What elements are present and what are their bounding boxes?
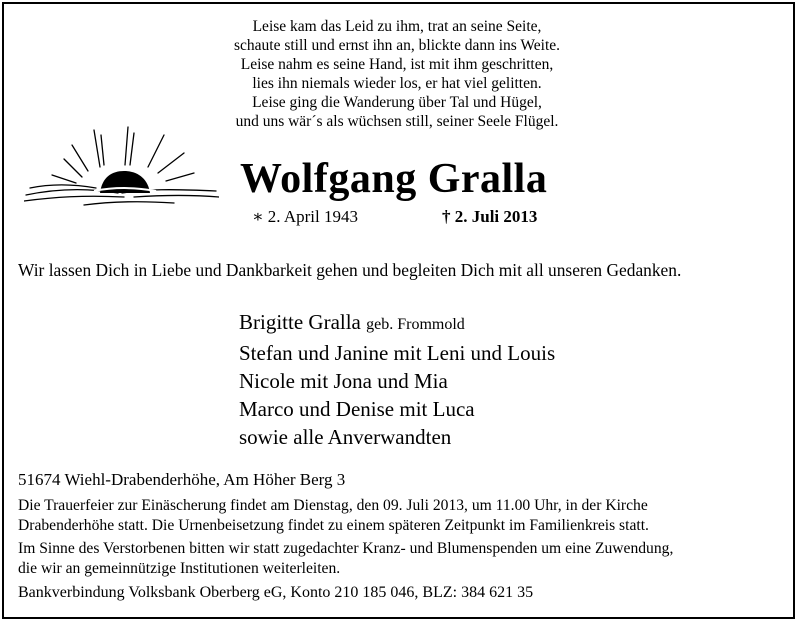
sunset-icon (24, 125, 219, 215)
poem-line: lies ihn niemals wieder los, er hat viel gelitten. (252, 75, 542, 92)
family-member: sowie alle Anverwandten (239, 425, 452, 449)
funeral-info (18, 496, 782, 536)
funeral-line: Die Trauerfeier zur Einäscherung findet am Dienstag, den 09. Juli 2013, um 11.00 Uhr, in der Kirche (18, 497, 648, 514)
address: 51674 Wiehl-Drabenderhöhe, Am Höher Berg 3 (18, 470, 346, 489)
intro-text: Wir lassen Dich in Liebe und Dankbarkeit gehen und begleiten Dich mit all unseren Gedanken. (18, 260, 682, 280)
family-list (239, 308, 555, 451)
family-member (239, 308, 555, 339)
poem (0, 17, 794, 131)
family-member: Stefan und Janine mit Leni und Louis (239, 341, 556, 365)
poem-line: Leise nahm es seine Hand, ist mit ihm geschritten, (240, 56, 554, 73)
poem-line: Leise kam das Leid zu ihm, trat an seine Seite, (252, 18, 542, 35)
poem-line: schaute still und ernst ihn an, blickte dann ins Weite. (233, 37, 561, 54)
funeral-line: Drabenderhöhe statt. Die Urnenbeisetzung findet zu einem späteren Zeitpunkt im Familienkreis statt. (18, 517, 649, 534)
spouse-name: Brigitte Gralla (239, 310, 361, 334)
death-date: † 2. Juli 2013 (442, 207, 538, 226)
donation-line: die wir an gemeinnützige Institutionen weiterleiten. (18, 560, 341, 577)
poem-line: und uns wär´s als wüchsen still, seiner Seele Flügel. (235, 113, 559, 130)
donation-line: Im Sinne des Verstorbenen bitten wir statt zugedachter Kranz- und Blumenspenden um eine Zuwendung, (18, 540, 674, 557)
family-member: Marco und Denise mit Luca (239, 397, 475, 421)
notes (18, 496, 782, 582)
bank-details: Bankverbindung Volksbank Oberberg eG, Konto 210 185 046, BLZ: 384 621 35 (18, 584, 534, 601)
donation-info (18, 539, 782, 579)
family-member: Nicole mit Jona und Mia (239, 369, 448, 393)
spouse-maiden-name: geb. Frommold (366, 316, 465, 333)
poem-line: Leise ging die Wanderung über Tal und Hügel, (252, 94, 542, 111)
birth-date: ∗ 2. April 1943 (252, 207, 359, 226)
deceased-name: Wolfgang Gralla (240, 156, 548, 202)
